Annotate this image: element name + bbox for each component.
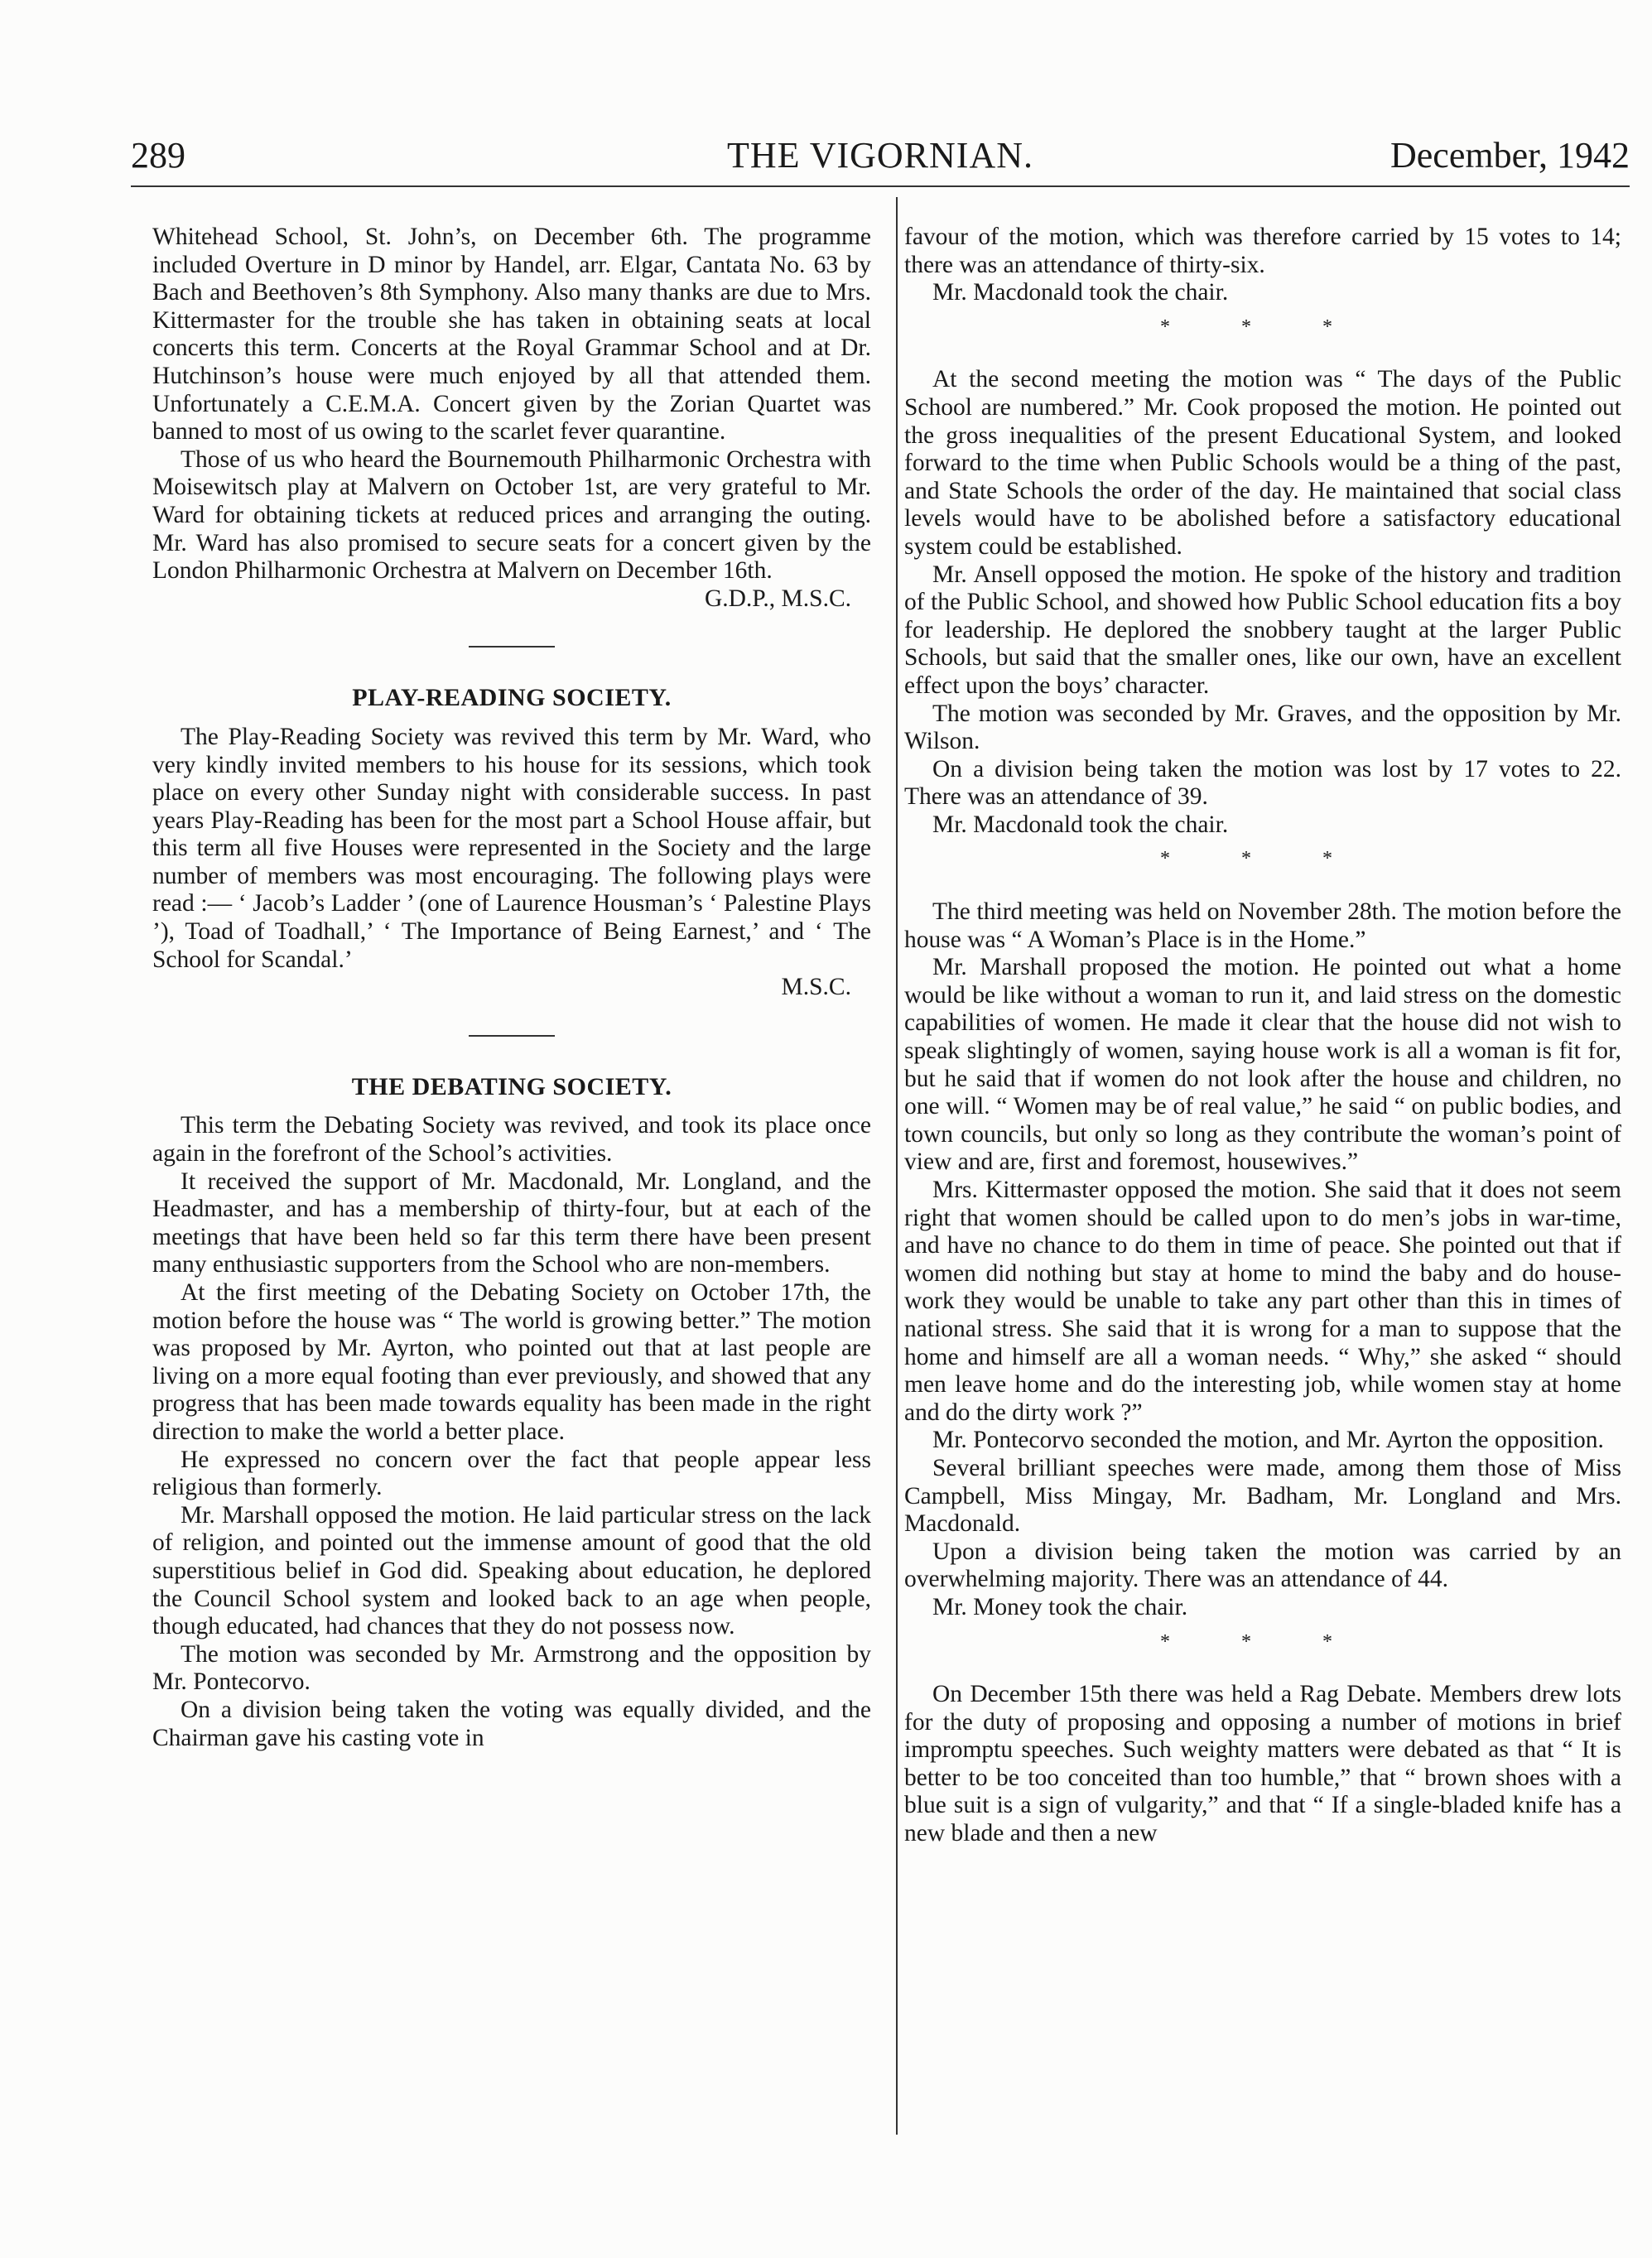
paragraph: Whitehead School, St. John’s, on December 6th. The programme included Overture in D minor by Handel, arr. Elgar, Cantata No. 63 by Bach and Beethoven’s 8th Symphony. Also many thanks are due to Mrs. Kittermaster for the trouble she has taken in obtaining seats at local concerts this term. Concerts at the Royal Grammar School and at Dr. Hutchinson’s house were much enjoyed by all that attended them. Unfortunately a C.E.M.A. Concert given by the Zorian Quartet was banned to most of us owing to the scarlet fever quarantine. xyxy=(152,224,871,445)
signature: G.D.P., M.S.C. xyxy=(704,585,851,612)
paragraph: The Play-Reading Society was revived this term by Mr. Ward, who very kindly invited members to his house for its sessions, which took place on every other Sunday night with considerable success. In past years Play-Reading has been for the most part a School House affair, but this term all five Houses were represented in the Society and the large number of members was most encouraging. The following plays were read :— ‘ Jacob’s Ladder ’ (one of Laurence Housman’s ‘ Palestine Plays ’), Toad of Toadhall,’ ‘ The Importance of Being Earnest,’ and ‘ The School for Scandal.’ xyxy=(152,723,871,973)
paragraph: On a division being taken the voting was equally divided, and the Chairman gave his casting vote in xyxy=(152,1696,871,1751)
section-stars: * * * xyxy=(1160,848,1365,870)
section-stars: * * * xyxy=(1160,315,1365,338)
paragraph: Several brilliant speeches were made, among them those of Miss Campbell, Miss Mingay, Mr. Badham, Mr. Longland and Mrs. Macdonald. xyxy=(904,1454,1621,1538)
paragraph: Mr. Marshall proposed the motion. He pointed out what a home would be like without a woman to run it, and laid stress on the domestic capabilities of women. He made it clear that the house did not wish to speak slightingly of women, saying house work is all a woman is fit for, but he said that if women do not look after the house and children, no one will. “ Women may be of real value,” he said “ on public bodies, and town councils, but only so long as they contribute the woman’s point of view and are, first and foremost, housewives.” xyxy=(904,954,1621,1176)
paragraph: This term the Debating Society was revived, and took its place once again in the forefront of the School’s activities. xyxy=(152,1112,871,1168)
paragraph: The motion was seconded by Mr. Armstrong and the opposition by Mr. Pontecorvo. xyxy=(152,1640,871,1696)
header-rule xyxy=(131,185,1630,187)
paragraph: Upon a division being taken the motion was carried by an overwhelming majority. There was an attendance of 44. xyxy=(904,1538,1621,1593)
right-column xyxy=(904,224,1621,1848)
column-divider xyxy=(896,197,898,2135)
paragraph: At the second meeting the motion was “ The days of the Public School are numbered.” Mr. Cook proposed the motion. He pointed out the gross inequalities of the present Educational System, and looked forward to the time when Public Schools would be a thing of the past, and State Schools the order of the day. He maintained that social class levels would have to be abolished before a satisfactory educational system could be established. xyxy=(904,366,1621,560)
issue-date: December, 1942 xyxy=(1390,135,1630,176)
publication-title: THE VIGORNIAN. xyxy=(726,135,1034,176)
paragraph: On a division being taken the motion was lost by 17 votes to 22. There was an attendance of 39. xyxy=(904,755,1621,811)
signature: M.S.C. xyxy=(781,974,851,1001)
section-heading-play-reading: PLAY-READING SOCIETY. xyxy=(352,684,672,712)
paragraph: He expressed no concern over the fact that people appear less religious than formerly. xyxy=(152,1446,871,1501)
paragraph: Mr. Marshall opposed the motion. He laid particular stress on the lack of religion, and pointed out the immense amount of good that the old superstitious belief in God did. Speaking about education, he deplored the Council School system and looked back to an age when people, though educated, had chances that they do not possess now. xyxy=(152,1501,871,1640)
paragraph: It received the support of Mr. Macdonald, Mr. Longland, and the Headmaster, and has a membership of thirty-four, but at each of the meetings that have been held so far this term there have been present many enthusiastic supporters from the School who are non-members. xyxy=(152,1168,871,1278)
paragraph: On December 15th there was held a Rag Debate. Members drew lots for the duty of proposing and opposing a number of motions in brief impromptu speeches. Such weighty matters were debated as that “ It is better to be too conceited than too humble,” that “ brown shoes with a blue suit is a sign of vulgarity,” and that “ If a single-bladed knife has a new blade and then a new xyxy=(904,1681,1621,1847)
page-header xyxy=(131,134,1630,200)
section-heading-debating: THE DEBATING SOCIETY. xyxy=(351,1072,672,1100)
section-stars: * * * xyxy=(1160,1630,1365,1653)
section-separator xyxy=(469,1035,555,1037)
paragraph: Mr. Macdonald took the chair. xyxy=(932,279,1229,306)
paragraph: Mr. Macdonald took the chair. xyxy=(932,811,1229,838)
paragraph: The third meeting was held on November 28th. The motion before the house was “ A Woman’s Place is in the Home.” xyxy=(904,898,1621,953)
paragraph: At the first meeting of the Debating Society on October 17th, the motion before the house was “ The world is growing better.” The motion was proposed by Mr. Ayrton, who pointed out that at last people are living on a more equal footing than ever previously, and showed that any progress that has been made towards equality has been made in the right direction to make the world a better place. xyxy=(152,1279,871,1445)
paragraph: Mrs. Kittermaster opposed the motion. She said that it does not seem right that women should be called upon to do men’s jobs in war-time, and have no chance to do them in time of peace. She pointed out that if women did nothing but stay at home to mind the baby and do house-work they would be unable to take any part other than this in times of national stress. She said that it is wrong for a man to suppose that the home and himself are all a woman needs. “ Why,” she asked “ should men leave home and do the interesting job, while women stay at home and do the dirty work ?” xyxy=(904,1177,1621,1426)
paragraph: The motion was seconded by Mr. Graves, and the opposition by Mr. Wilson. xyxy=(904,700,1621,755)
paragraph: Those of us who heard the Bournemouth Philharmonic Orchestra with Moisewitsch play at Malvern on October 1st, are very grateful to Mr. Ward for obtaining tickets at reduced prices and arranging the outing. Mr. Ward has also promised to secure seats for a concert given by the London Philharmonic Orchestra at Malvern on December 16th. xyxy=(152,445,871,585)
paragraph: Mr. Ansell opposed the motion. He spoke of the history and tradition of the Public School, and showed how Public School education fits a boy for leadership. He deplored the snobbery taught at the larger Public Schools, but said that the smaller ones, like our own, have an excellent effect upon the boys’ character. xyxy=(904,561,1621,699)
section-separator xyxy=(469,646,555,648)
paragraph: Mr. Pontecorvo seconded the motion, and Mr. Ayrton the opposition. xyxy=(932,1427,1604,1454)
left-column xyxy=(152,224,871,1752)
paragraph: favour of the motion, which was therefore carried by 15 votes to 14; there was an attendance of thirty-six. xyxy=(904,224,1621,278)
page-number: 289 xyxy=(131,135,185,176)
paragraph: Mr. Money took the chair. xyxy=(932,1593,1188,1620)
